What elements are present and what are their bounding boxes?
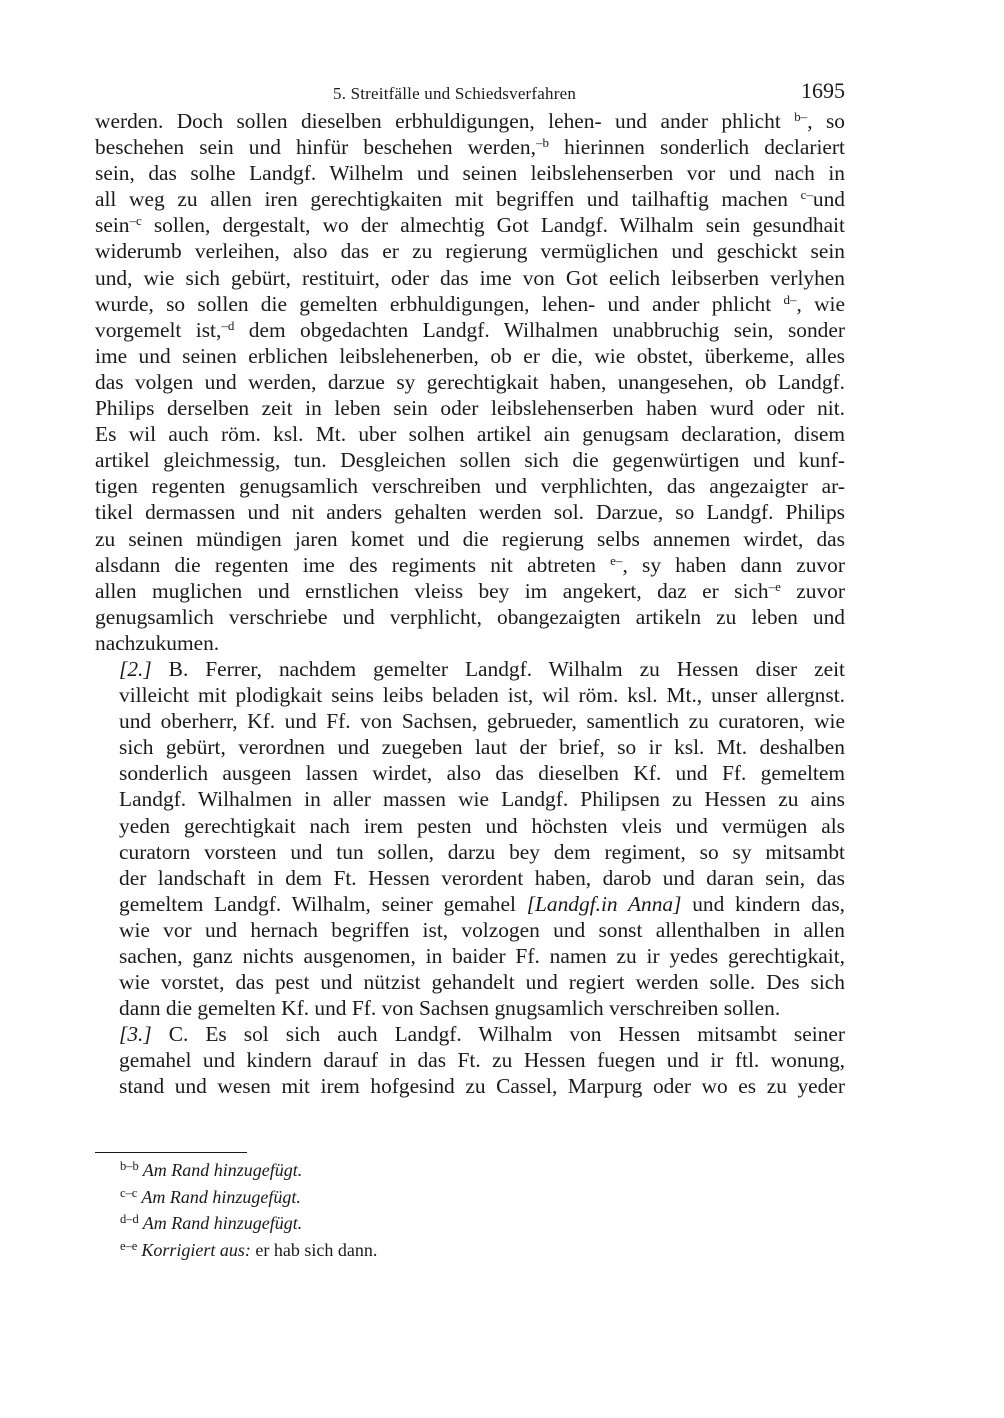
footnote [120, 1158, 377, 1185]
text-line: sachen, ganz nichts ausgenomen, in baider Ff. namen zu ir yedes gerechtigkait, [119, 944, 845, 968]
text-line: allen muglichen und ernstlichen vleiss bey im angekert, daz er sich$^{-e}$ zuvor [95, 578, 845, 603]
text-line: zu seinen mündigen jaren komet und die regierung selbs annemen wirdet, das [95, 526, 845, 551]
text-line: wurde, so sollen die gemelten erbhuldigungen, lehen- und ander phlicht $^{d-}$, wie [95, 291, 845, 316]
text-line: wie vor und hernach begriffen ist, volzogen und sonst allenthalben in allen [119, 917, 845, 942]
footnote-note: Korrigiert aus: [141, 1239, 251, 1260]
body-text [95, 108, 845, 1100]
footnote: $^{e-e}$ Korrigiert aus: er hab sich dann. [120, 1238, 378, 1260]
text-line: widerumb verleihen, also das er zu regierung vermüglichen und geschickt sein [95, 239, 845, 264]
text-line: gemeltem Landgf. Wilhalm, seiner gemahel [Landgf.in Anna] und kindern das, [119, 891, 845, 916]
text-line: sich gebürt, verordnen und zuegeben laut der brief, so ir ksl. Mt. deshalben [119, 735, 845, 760]
footnote-marker: e– [610, 552, 623, 568]
footnote [120, 1211, 377, 1238]
footnote-note: Am Rand hinzugefügt. [142, 1160, 303, 1180]
text-line: [2.] B. Ferrer, nachdem gemelter Landgf. Wilhalm zu Hessen diser zeit [119, 656, 845, 681]
footnote-marker: c– [800, 187, 813, 203]
text-line: all weg zu allen iren gerechtigkaiten mit begriffen und tailhaftig machen $^{c-}$und [95, 187, 845, 212]
text-line: artikel gleichmessig, tun. Desgleichen sollen sich die gegenwürtigen und kunf- [95, 448, 845, 473]
footnote-note: Am Rand hinzugefügt. [141, 1186, 301, 1207]
footnote-marker: –b [535, 135, 549, 151]
footnote-marker: –c [129, 213, 142, 229]
text-line: vorgemelt ist,$^{-d}$ dem obgedachten Landgf. Wilhalmen unabbruchig sein, sonder [95, 317, 845, 342]
text-line: [3.] C. Es sol sich auch Landgf. Wilhalm von Hessen mitsambt seiner [119, 1022, 845, 1047]
text-line: wie vorstet, das pest und nützist gehandelt und regiert werden solle. Des sich [119, 970, 845, 995]
running-title: 5. Streitfälle und Schiedsverfahren [333, 84, 577, 103]
text-line: und, wie sich gebürt, restituirt, oder das ime von Got eelich leibserben verlyhen [95, 265, 845, 290]
footnote-mark: c–c [120, 1185, 138, 1200]
text-line: dann die gemelten Kf. und Ff. von Sachsen gnugsamlich verschreiben sollen. [119, 996, 781, 1021]
text-line: villeicht mit plodigkait seins leibs beladen ist, wil röm. ksl. Mt., unser allergnst. [119, 683, 845, 708]
footnote-marker: –d [221, 317, 235, 333]
running-head [95, 78, 845, 108]
footnotes [120, 1158, 377, 1264]
text-line: curatorn vorsteen und tun sollen, darzu bey dem regiment, so sy mitsambt [119, 839, 845, 864]
text-line: der landschaft in dem Ft. Hessen verordent haben, darob und daran sein, das [119, 865, 845, 890]
footnote-marker: d– [783, 291, 797, 307]
text-line: alsdann die regenten ime des regiments nit abtreten $^{e-}$, sy haben dann zuvor [95, 552, 846, 577]
text-line: und oberherr, Kf. und Ff. von Sachsen, gebrueder, samentlich zu curatoren, wie [119, 709, 845, 734]
editorial-note: [2.] [119, 656, 152, 681]
editorial-note: [3.] [119, 1022, 152, 1047]
text-line: ime und seinen erblichen leibslehenerben, ob er die, wie obstet, überkeme, alles [95, 343, 845, 368]
text-line: sonderlich ausgeen lassen wirdet, also das dieselben Kf. und Ff. gemeltem [119, 761, 845, 786]
page-number: 1695 [801, 78, 845, 103]
text-line: gemahel und kindern darauf in das Ft. zu Hessen fuegen und ir ftl. wonung, [119, 1048, 845, 1073]
text-line: sein, das solhe Landgf. Wilhelm und seinen leibslehenserben vor und nach in [95, 161, 845, 186]
paragraph [95, 656, 845, 1021]
paragraph [95, 108, 845, 656]
text-line: werden. Doch sollen dieselben erbhuldigungen, lehen- und ander phlicht $^{b-}$, so [95, 109, 845, 133]
text-line: yeden gerechtigkait nach irem pesten und höchsten vleis und vermügen als [119, 813, 845, 838]
footnote-rule [95, 1152, 247, 1153]
text-line: Philips derselben zeit in leben sein oder leibslehenserben haben wurd oder nit. [95, 396, 845, 421]
paragraph [95, 1021, 845, 1099]
editorial-note: [Landgf.in Anna] [526, 891, 682, 916]
footnote-note: Am Rand hinzugefügt. [142, 1213, 303, 1233]
text-line: genugsamlich verschriebe und verphlicht, obangezaigten artikeln zu leben und [95, 604, 845, 629]
text-line: sein$^{-c}$ sollen, dergestalt, wo der almechtig Got Landgf. Wilhalm sein gesundhait [95, 213, 845, 238]
text-line: stand und wesen mit irem hofgesind zu Cassel, Marpurg oder wo es zu yeder [119, 1074, 845, 1099]
text-line: tikel dermassen und nit anders gehalten werden sol. Darzue, so Landgf. Philips [95, 500, 845, 525]
text-line: Landgf. Wilhalmen in aller massen wie Landgf. Philipsen zu Hessen zu ains [119, 787, 845, 812]
text-line: Es wil auch röm. ksl. Mt. uber solhen artikel ain genugsam declaration, disem [95, 422, 845, 447]
text-line: tigen regenten genugsamlich verschreiben und verphlichten, das angezaigter ar- [95, 474, 845, 499]
page [95, 78, 845, 1100]
text-line: das volgen und werden, darzue sy gerechtigkait haben, unangesehen, ob Landgf. [95, 369, 845, 394]
footnote-marker: –e [768, 578, 781, 594]
text-line: nachzukumen. [95, 630, 220, 655]
footnote-mark: b–b [120, 1159, 139, 1173]
footnote-mark: e–e [120, 1238, 138, 1253]
footnote [120, 1185, 377, 1212]
footnote-mark: d–d [120, 1212, 139, 1226]
footnote-marker: b– [794, 109, 808, 124]
text-line: beschehen sein und hinfür beschehen werden,$^{-b}$ hierinnen sonderlich declariert [95, 135, 845, 160]
